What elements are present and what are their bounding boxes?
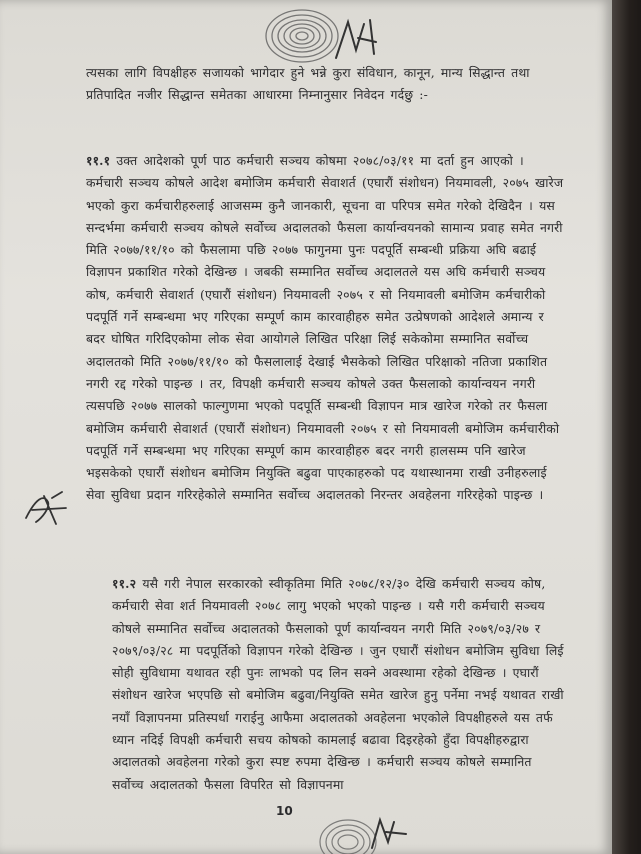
- intro-paragraph: त्यसका लागि विपक्षीहरु सजायको भागेदार हुने भन्ने कुरा संविधान, कानून, मान्य सिद्धान्त तथा प्रतिपादित नजीर सिद्धान्त समेतका आधारमा निम्नानुसार निवेदन गर्दछु :-: [86, 65, 530, 103]
- page-number: 10: [276, 804, 293, 818]
- signature-top: [330, 14, 384, 64]
- page-edge-background: [612, 0, 641, 854]
- paragraph-number: ११.१: [86, 153, 111, 168]
- paragraph-text: उक्त आदेशको पूर्ण पाठ कर्मचारी सञ्चय कोषमा २०७८/०३/११ मा दर्ता हुन आएको । कर्मचारी सञ्चय कोषले आदेश बमोजिम कर्मचारी सेवाशर्त (एघारौं संशोधन) नियमावली, २०७५ खारेज भएको कुरा कर्मचारीहरुलाई आजसम्म कुनै जानकारी, सूचना वा परिपत्र समेत गरेको देखिदैन । यस सन्दर्भमा कर्मचारी सञ्चय कोषले सर्वोच्च अदालतको फैसला कार्यान्वयनको सामान्य प्रवाह समेत नगरी मिति २०७७/११/१० को फैसलामा पछि २०७७ फागुनमा पुनः पदपूर्ति सम्बन्धी प्रक्रिया अघि बढाई विज्ञापन प्रकाशित गरेको देखिन्छ । जबकी सम्मानित सर्वोच्च अदालतले यस अघि कर्मचारी सञ्चय कोष, कर्मचारी सेवाशर्त (एघारौं संशोधन) नियमावली २०७५ र सो नियमावली बमोजिम कर्मचारीको पदपूर्ति गर्ने सम्बन्धमा भए गरिएका सम्पूर्ण काम कारवाहीहरु समेत उत्प्रेषणको आदेशले अमान्य र बदर घोषित गरिदिएकोमा लोक सेवा आयोगले लिखित परिक्षा लिई सकेकोमा सम्मानित सर्वोच्च अदालतको मिति २०७७/११/१० को फैसलालाई देखाई भैसकेको लिखित परिक्षाको नतिजा प्रकाशित नगरी रद्द गरेको पाइन्छ । तर, विपक्षी कर्मचारी सञ्चय कोषले उक्त फैसलाको कार्यान्वयन नगरी त्यसपछि २०७७ सालको फाल्गुणमा भएको पदपूर्ति सम्बन्धी विज्ञापन मात्र खारेज गरेको तर फैसला बमोजिम कर्मचारी सेवाशर्त (एघारौं संशोधन) नियमावली २०७५ र सो नियमावली बमोजिम कर्मचारीको पदपूर्ति गर्ने सम्बन्धमा भए गरिएका सम्पूर्ण काम कारवाहीहरु बदर नगरी हालसम्म पनि खारेज भइसकेको एघारौं संशोधन बमोजिम नियुक्ति बढुवा पाएकाहरुको पद यथास्थानमा राखी उनीहरुलाई सेवा सुविधा प्रदान गरिरहेकोले सम्मानित सर्वोच्च अदालतको निरन्तर अवहेलना गरिरहेको पाइन्छ ।: [86, 153, 564, 503]
- paragraph-number: ११.२: [112, 576, 137, 591]
- paragraph-11-1: [86, 150, 566, 507]
- paragraph-11-2: [112, 573, 564, 796]
- margin-signature-mark: [22, 488, 70, 530]
- signature-bottom: [368, 812, 412, 852]
- paragraph-text: यसै गरी नेपाल सरकारको स्वीकृतिमा मिति २०७८/१२/३० देखि कर्मचारी सञ्चय कोष, कर्मचारी सेवा शर्त नियमावली २०७८ लागु भएको भएको पाइन्छ । यसै गरी कर्मचारी सञ्चय कोषले सम्मानित सर्वोच्च अदालतको फैसलाको पूर्ण कार्यान्वयन नगरी मिति २०७९/०३/२७ र २०७९/०३/२८ मा पदपूर्तिको विज्ञापन गरेको देखिन्छ । जुन एघारौं संशोधन बमोजिम सुविधा लिई सोही सुविधामा यथावत रही पुनः लाभको पद लिन सक्ने अवस्थामा रहेको देखिन्छ । एघारौं संशोधन खारेज भएपछि सो बमोजिम बढुवा/नियुक्ति समेत खारेज हुनु पर्नेमा नभई यथावत राखी नयाँ विज्ञापनमा प्रतिस्पर्धा गराईनु आफैमा अदालतको अवहेलना भएकोले विपक्षीहरुले यस तर्फ ध्यान नदिई विपक्षी कर्मचारी सचय कोषको कामलाई बढावा दिइरहेको हुँदा विपक्षीहरुद्वारा अदालतको अवहेलना गरेको कुरा स्पष्ट रुपमा देखिन्छ । कर्मचारी सञ्चय कोषले सम्मानित सर्वोच्च अदालतको फैसला विपरित सो विज्ञापनमा: [112, 576, 564, 792]
